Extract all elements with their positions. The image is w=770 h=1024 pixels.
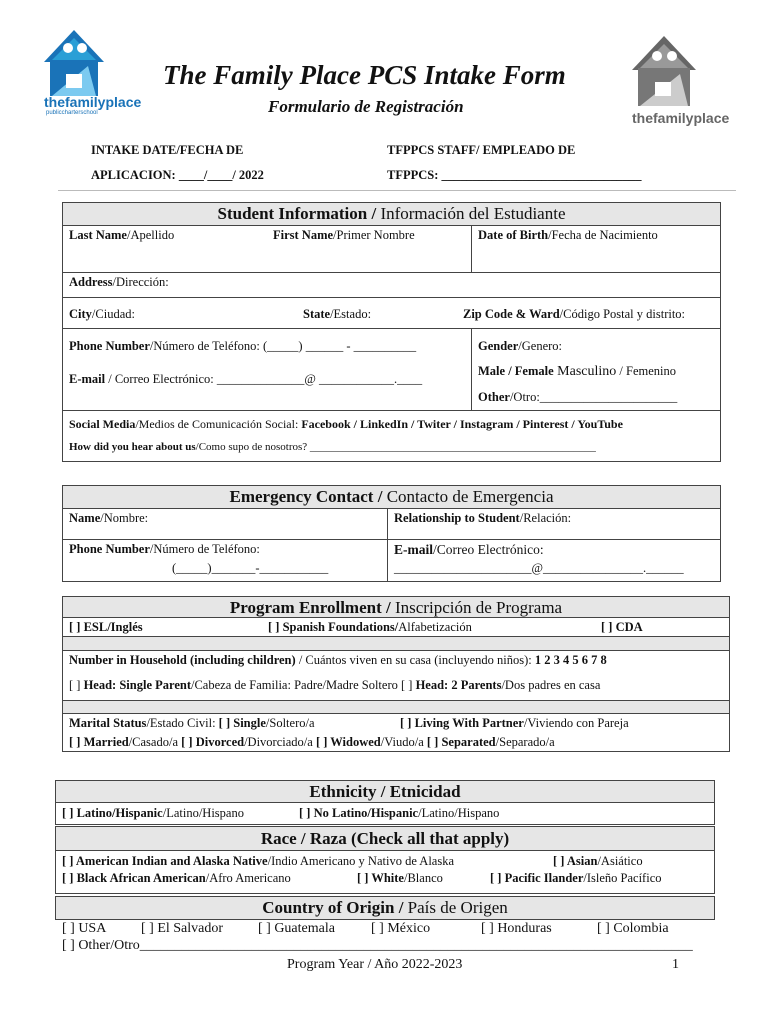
row-divider (62, 272, 721, 273)
origin-usa-option[interactable]: [ ] USA (62, 921, 107, 936)
gender-options[interactable]: Male / Female Masculino / Femenino (478, 364, 676, 379)
dob-divider (471, 226, 472, 272)
page-number: 1 (672, 957, 679, 972)
program-enrollment-header (62, 596, 730, 618)
program-title: Program Enrollment / (229, 598, 391, 617)
emergency-divider (387, 509, 388, 582)
ethnicity-header (55, 780, 715, 803)
emergency-email-label: E-mail/Correo Electrónico: (394, 542, 544, 557)
staff-label: TFPPCS STAFF/ EMPLEADO DE (387, 143, 576, 157)
address-field[interactable]: Address/Dirección: (69, 275, 169, 289)
staff-field[interactable]: TFPPCS: ________________________________ (387, 168, 642, 182)
row-divider (62, 539, 721, 540)
ethnicity-title: Ethnicity / Etnicidad (309, 782, 461, 801)
program-year: Program Year / Año 2022-2023 (287, 957, 463, 972)
phone-field[interactable]: Phone Number/Número de Teléfono: (_____) ______ - __________ (69, 339, 417, 353)
student-info-title-es: Información del Estudiante (376, 204, 566, 223)
state-field[interactable]: State/Estado: (303, 307, 372, 321)
marital-status-row1[interactable]: Marital Status/Estado Civil: [ ] Single/Soltero/a (69, 716, 315, 730)
race-title: Race / Raza (Check all that apply) (260, 829, 510, 848)
page-title: The Family Place PCS Intake Form (163, 60, 566, 90)
program-cda-option[interactable]: [ ] CDA (601, 620, 643, 634)
logo-left-text: thefamilyplace (44, 94, 142, 110)
gender-divider (471, 328, 472, 410)
marital-partner-option[interactable]: [ ] Living With Partner/Viviendo con Pareja (400, 716, 629, 730)
origin-title-es: País de Origen (403, 898, 508, 917)
black-option[interactable]: [ ] Black African American/Afro Americano (62, 871, 291, 885)
asian-option[interactable]: [ ] Asian/Asiático (553, 854, 643, 868)
logo-right-text: thefamilyplace (632, 110, 730, 126)
header-divider (58, 190, 736, 191)
how-heard-field[interactable]: How did you hear about us/Como supo de nosotros? ____________________________________________________ (69, 441, 596, 453)
zip-field[interactable]: Zip Code & Ward/Código Postal y distrito: (463, 307, 686, 321)
emergency-phone-label: Phone Number/Número de Teléfono: (69, 542, 260, 556)
logo-right (624, 32, 740, 130)
page-subtitle: Formulario de Registración (268, 97, 464, 116)
emergency-title: Emergency Contact / (229, 487, 383, 506)
first-name-field[interactable]: First Name/Primer Nombre (273, 228, 415, 242)
program-spacer (63, 636, 729, 650)
logo-left (38, 26, 150, 118)
origin-other-field[interactable]: [ ] Other/Otro_______________________________________________________________________________ (62, 938, 693, 953)
emergency-title-es: Contacto de Emergencia (382, 487, 554, 506)
row-divider (62, 650, 730, 651)
household-number-field[interactable]: Number in Household (including children) / Cuántos viven en su casa (incluyendo niños): 1 2 3 4 5 6 7 8 (69, 653, 607, 667)
marital-status-row2[interactable]: [ ] Married/Casado/a [ ] Divorced/Divorciado/a [ ] Widowed/Viudo/a [ ] Separated/Separado/a (69, 735, 555, 749)
emergency-name-field[interactable]: Name/Nombre: (69, 511, 149, 525)
row-divider (62, 700, 730, 701)
intake-date-field[interactable]: APLICACION: ____/____/ 2022 (91, 168, 264, 182)
program-title-es: Inscripción de Programa (390, 598, 563, 617)
program-spanish-option[interactable]: [ ] Spanish Foundations/Alfabetización (268, 620, 472, 634)
dob-field[interactable]: Date of Birth/Fecha de Nacimiento (478, 228, 658, 242)
program-spacer (63, 700, 729, 713)
origin-colombia-option[interactable]: [ ] Colombia (597, 921, 669, 936)
row-divider (62, 297, 721, 298)
row-divider (62, 713, 730, 714)
row-divider (62, 410, 721, 411)
emergency-contact-header (62, 485, 721, 509)
email-field[interactable]: E-mail / Correo Electrónico: ______________@ ____________.____ (69, 372, 423, 386)
origin-guatemala-option[interactable]: [ ] Guatemala (258, 921, 335, 936)
student-info-header (62, 202, 721, 226)
row-divider (62, 328, 721, 329)
origin-header (55, 896, 715, 920)
latino-option[interactable]: [ ] Latino/Hispanic/Latino/Hispano (62, 806, 244, 820)
origin-el-salvador-option[interactable]: [ ] El Salvador (141, 921, 224, 936)
city-field[interactable]: City/Ciudad: (69, 307, 135, 321)
student-info-title: Student Information / (217, 204, 377, 223)
pacific-islander-option[interactable]: [ ] Pacific Ilander/Isleño Pacífico (490, 871, 662, 885)
intake-date-label: INTAKE DATE/FECHA DE (91, 143, 244, 157)
gender-other-field[interactable]: Other/Otro:______________________ (478, 390, 678, 404)
head-of-household-field[interactable]: [ ] Head: Single Parent/Cabeza de Familia: Padre/Madre Soltero [ ] Head: 2 Parents/Dos padres en casa (69, 678, 601, 692)
no-latino-option[interactable]: [ ] No Latino/Hispanic/Latino/Hispano (299, 806, 500, 820)
emergency-email-field[interactable]: ______________________@________________.______ (394, 561, 684, 575)
origin-title: Country of Origin / (262, 898, 404, 917)
american-indian-option[interactable]: [ ] American Indian and Alaska Native/Indio Americano y Nativo de Alaska (62, 854, 455, 868)
last-name-field[interactable]: Last Name/Apellido (69, 228, 175, 242)
house-logo-grey-icon (624, 32, 740, 108)
emergency-phone-field[interactable]: (_____)_______-___________ (172, 561, 329, 575)
emergency-relationship-field[interactable]: Relationship to Student/Relación: (394, 511, 572, 525)
white-option[interactable]: [ ] White/Blanco (357, 871, 443, 885)
logo-left-subtext: publiccharterschool (46, 110, 98, 116)
house-logo-icon (38, 26, 150, 98)
origin-honduras-option[interactable]: [ ] Honduras (481, 921, 552, 936)
social-media-field[interactable]: Social Media/Medios de Comunicación Social: Facebook / LinkedIn / Twiter / Instagram / Pinterest / YouTube (69, 417, 623, 431)
origin-mexico-option[interactable]: [ ] México (371, 921, 431, 936)
row-divider (62, 636, 730, 637)
program-esl-option[interactable]: [ ] ESL/Inglés (69, 620, 143, 634)
gender-label: Gender/Genero: (478, 339, 563, 353)
